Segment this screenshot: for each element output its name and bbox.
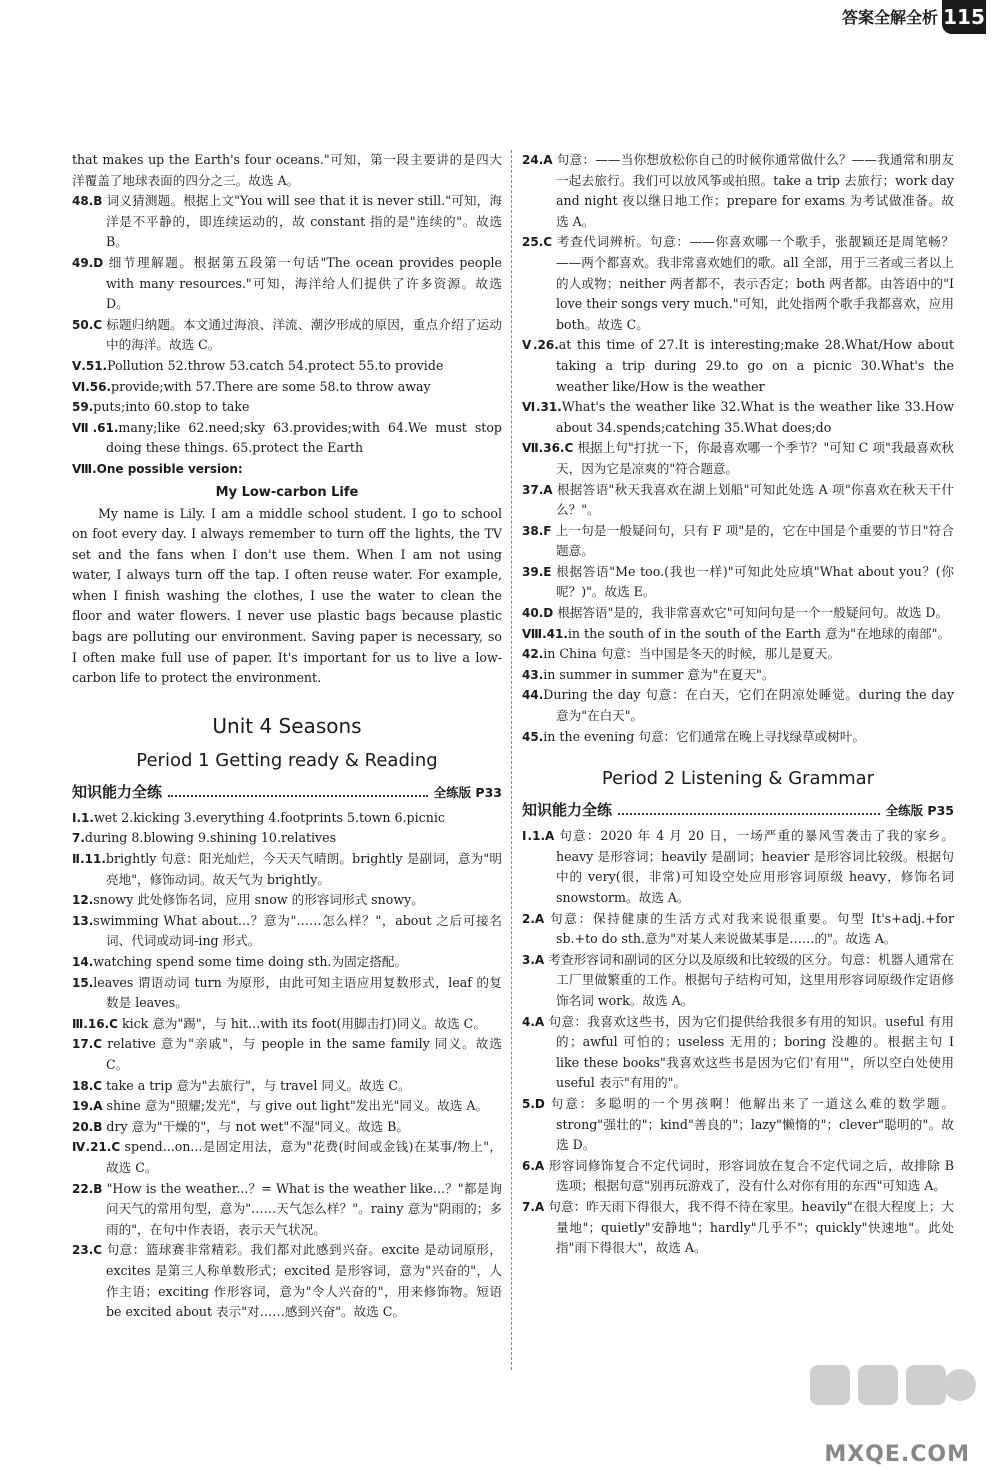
answer-key: 40.D <box>522 606 554 621</box>
answer-text: 考查形容词和副词的区分以及原级和比较级的区分。句意：机器人通常在工厂里做繁重的工作。根据句子结构可知，这里用形容词原级作定语修饰名词 work。故选 A。 <box>544 951 954 1008</box>
answer-key: 18.C <box>72 1078 103 1093</box>
answer-key: Ⅰ.1.A <box>522 829 555 844</box>
answer-text: in the south of in the south of the Earth 意为"在地球的南部"。 <box>567 625 951 641</box>
left-column <box>72 150 502 1323</box>
answer-key: 14. <box>72 955 94 969</box>
left-answers-top <box>72 150 502 480</box>
answer-key: 38.F <box>522 523 552 538</box>
header-title: 答案全解全析 <box>841 8 938 27</box>
answer-key: Ⅷ.41. <box>522 626 568 641</box>
right-answers-bottom <box>522 826 954 1258</box>
answer-text: wet 2.kicking 3.everything 4.footprints 5.town 6.picnic <box>93 809 445 825</box>
answer-text: During the day 句意：在白天，它们在阴凉处睡觉。during the day 意为"在白天"。 <box>543 687 954 724</box>
answer-key: Ⅲ.16.C <box>72 1016 118 1031</box>
answer-key: 7. <box>72 831 85 846</box>
watermark-text: MXQE.COM <box>824 1442 970 1467</box>
answer-key: Ⅰ.1. <box>72 810 94 825</box>
answer-item <box>522 1012 954 1094</box>
answer-key: 39.E <box>522 564 552 579</box>
section-name: 知识能力全练 <box>72 782 163 801</box>
answer-text: 标题归纳题。本文通过海浪、洋流、潮汐形成的原因，重点介绍了运动中的海洋。故选 C。 <box>102 316 502 353</box>
answer-text: that makes up the Earth's four oceans."可知，第一段主要讲的是四大洋覆盖了地球表面的四分之三。故选 A。 <box>72 152 502 188</box>
section-header <box>72 781 502 802</box>
answer-key: Ⅷ.One possible version: <box>72 461 243 476</box>
answer-text: take a trip 意为"去旅行"，与 travel 同义。故选 C。 <box>102 1077 411 1093</box>
page-header <box>0 0 1000 40</box>
answer-key: Ⅶ.36.C <box>522 441 574 456</box>
answer-text: 上一句是一般疑问句，只有 F 项"是的，它在中国是个重要的节日"符合题意。 <box>551 522 954 559</box>
answer-item <box>72 1117 502 1138</box>
answer-key: 24.A <box>522 153 553 167</box>
answer-item <box>522 335 954 397</box>
answer-text: spend...on...是固定用法，意为"花费(时间或金钱)在某事/物上"，故选 C。 <box>106 1139 502 1175</box>
answer-key: Ⅴ.26. <box>522 338 559 353</box>
answer-item <box>522 727 954 748</box>
answer-text: 句意：我喜欢这些书，因为它们提供给我很多有用的知识。useful 有用的；awful 可怕的；useless 无用的；boring 没趣的。根据主句 I like these books"我喜欢这些书是因为它们'有用'"，所以空白处使用 useful 表示"有用的"。 <box>544 1013 954 1091</box>
answer-text: kick 意为"踢"，与 hit...with its foot(用脚击打)同义。故选 C。 <box>117 1015 486 1031</box>
answer-text: in the evening 句意：它们通常在晚上寻找绿草或树叶。 <box>543 728 866 744</box>
answer-key: 49.D <box>72 255 104 270</box>
answer-item <box>72 828 502 849</box>
answer-item <box>72 849 502 890</box>
answer-key: 4.A <box>522 1014 545 1029</box>
right-column <box>522 150 954 1259</box>
answer-item <box>72 397 502 418</box>
answer-item <box>522 665 954 686</box>
answer-key: 6.A <box>522 1158 545 1173</box>
answer-text: 句意：篮球赛非常精彩。我们都对此感到兴奋。excite 是动词原形，excites 是第三人称单数形式；excited 是形容词，意为"兴奋的"，人作主语；exciting 作形容词，意为"令人兴奋的"，用来修饰物。短语 be excited about 表示"对……感到兴奋"。故选 C。 <box>102 1242 502 1320</box>
answer-key: Ⅴ.51. <box>72 358 108 373</box>
answer-item <box>72 911 502 952</box>
answer-key: 42. <box>522 647 544 662</box>
answer-key: 37.A <box>522 482 553 497</box>
answer-item <box>72 150 502 191</box>
answer-key: 3.A <box>522 952 545 967</box>
answer-text: many;like 62.need;sky 63.provides;with 64.We must stop doing these things. 65.protect the Earth <box>106 419 502 456</box>
answer-item <box>522 521 954 562</box>
answer-item <box>72 1076 502 1097</box>
answer-item <box>522 624 954 645</box>
period-title: Period 1 Getting ready & Reading <box>136 749 438 771</box>
answer-item <box>72 459 502 480</box>
answer-text: in summer in summer 意为"在夏天"。 <box>543 666 775 682</box>
answer-key: 23.C <box>72 1243 103 1258</box>
answer-key: Ⅳ.21.C <box>72 1140 121 1155</box>
answer-text: 词义猜测题。根据上文"You will see that it is never still."可知，海洋是不平静的，即连续运动的，故 constant 指的是"连续的"。故选 B。 <box>102 193 502 250</box>
answer-key: Ⅱ.11. <box>72 852 106 867</box>
answer-key: 20.B <box>72 1119 103 1134</box>
answer-key: 19.A <box>72 1099 103 1114</box>
answer-key: 13. <box>72 913 94 928</box>
answer-item <box>522 232 954 335</box>
answer-text: provide;with 57.There are some 58.to throw away <box>111 378 431 394</box>
answer-key: 17.C <box>72 1037 103 1052</box>
answer-key: 5.D <box>522 1096 545 1111</box>
answer-item <box>522 950 954 1012</box>
answer-text: watching spend some time doing sth.为固定搭配。 <box>93 954 408 969</box>
answer-text: at this time of 27.It is interesting;make 28.What/How about taking a trip during 29.to go on a picnic 30.What's the weather like/How is the weather <box>556 337 954 394</box>
period-title: Period 2 Listening & Grammar <box>601 768 875 790</box>
answer-item <box>72 356 502 377</box>
answer-key: 59. <box>72 400 94 415</box>
answer-item <box>72 377 502 398</box>
answer-text: swimming What about...？意为"……怎么样？"，about 之后可接名词、代词或动词-ing 形式。 <box>93 912 502 949</box>
answer-text: 形容词修饰复合不定代词时，形容词放在复合不定代词之后，故排除 B 选项；根据句意"别再玩游戏了，没有什么对你有用的东西"可知选 A。 <box>544 1157 954 1194</box>
answer-text: dry 意为"干燥的"，与 not wet"不湿"同义。故选 B。 <box>102 1118 409 1134</box>
answer-key: Ⅵ.31. <box>522 400 562 415</box>
section-dots <box>618 801 880 815</box>
answer-text: What's the weather like 32.What is the weather like 33.How about 34.spends;catching 35.What does;do <box>556 399 954 435</box>
section-header <box>522 799 954 820</box>
answer-item <box>72 973 502 1014</box>
page-number: 115 <box>942 0 986 34</box>
section-ref: 全练版 P33 <box>433 784 502 800</box>
answer-text: Pollution 52.throw 53.catch 54.protect 55.to provide <box>107 357 444 373</box>
answer-text: leaves 谓语动词 turn 为原形，由此可知主语应用复数形式，leaf 的复数是 leaves。 <box>93 974 502 1011</box>
answer-item <box>522 397 954 438</box>
answer-text: 根据上句"打扰一下，你最喜欢哪一个季节？"可知 C 项"我最喜欢秋天，因为它是凉爽的"符合题意。 <box>556 440 954 476</box>
answer-item <box>522 1156 954 1197</box>
column-divider <box>511 150 512 1370</box>
answer-key: 12. <box>72 893 94 908</box>
answer-item <box>72 1137 502 1178</box>
answer-item <box>72 1179 502 1241</box>
answer-item <box>72 418 502 459</box>
answer-item <box>522 150 954 232</box>
answer-text: 句意：2020 年 4 月 20 日，一场严重的暴风雪袭击了我的家乡。heavy 是形容词；heavily 是副词；heavier 是形容词比较级。根据句中的 very(很，非常)可知设空处应用形容词原级 heavy，修饰名词 snowstorm。故选 A。 <box>554 828 955 905</box>
answer-item <box>72 890 502 911</box>
essay-body: My name is Lily. I am a middle school student. I go to school on foot every day. I always remember to turn off the lights, the TV set and the fans when I don't use them. When I am not using water, I always turn off the tap. I often reuse water. For example, when I finish washing the clothes, I use the water to clean the floor and water flowers. I never use plastic bags because plastic bags are polluting our environment. Saving paper is necessary, so I often make full use of paper. It's important for us to live a low-carbon life to protect the environment. <box>72 505 502 686</box>
answer-item <box>522 644 954 665</box>
answer-text: during 8.blowing 9.shining 10.relatives <box>84 830 337 846</box>
answer-item <box>522 909 954 950</box>
answer-item <box>72 952 502 973</box>
answer-text: 句意：——当你想放松你自己的时候你通常做什么？——我通常和朋友一起去旅行。我们可以放风筝或拍照。take a trip 去旅行；work day and night 夜以继日地工作；prepare for exams 为考试做准备。故选 A。 <box>552 152 954 229</box>
answer-key: Ⅵ.56. <box>72 379 112 394</box>
answer-item <box>72 191 502 253</box>
left-answers-bottom <box>72 808 502 1323</box>
answer-text: snowy 此处修饰名词，应用 snow 的形容词形式 snowy。 <box>93 892 424 908</box>
answer-text: 句意：保持健康的生活方式对我来说很重要。句型 It's+adj.+for sb.+to do sth.意为"对某人来说做某事是……的"。故选 A。 <box>544 910 954 947</box>
section-dots <box>168 783 428 797</box>
answer-text: 句意：昨天雨下得很大，我不得不待在家里。heavily"在很大程度上；大量地"；quietly"安静地"；hardly"几乎不"；quickly"快速地"。此处指"雨下得很大"，故选 A。 <box>544 1198 954 1256</box>
essay-title: My Low-carbon Life <box>215 484 359 500</box>
answer-item <box>72 808 502 829</box>
unit-title: Unit 4 Seasons <box>212 713 362 738</box>
answer-text: 考查代词辨析。句意：——你喜欢哪一个歌手，张靓颖还是周笔畅？——两个都喜欢。我非常喜欢她们的歌。all 全部，用于三者或三者以上的人或物；neither 两者都不，表示否定；both 两者都。由答语中的"I love their songs very much."可知，此处指两个歌手我都喜欢，应用 both。故选 C。 <box>552 234 954 332</box>
answer-text: in China 句意：当中国是冬天的时候，那儿是夏天。 <box>543 646 841 662</box>
answer-item <box>522 1197 954 1259</box>
answer-item <box>522 480 954 521</box>
section-ref: 全练版 P35 <box>885 803 954 819</box>
answer-key: 7.A <box>522 1199 545 1214</box>
answer-text: 根据答语"Me too.(我也一样)"可知此处应填"What about you？(你呢？)"。故选 E。 <box>551 563 954 600</box>
answer-key: 50.C <box>72 317 103 332</box>
answer-text: 细节理解题。根据第五段第一句话"The ocean provides people with many resources."可知，海洋给人们提供了许多资源。故选 D。 <box>103 254 502 312</box>
answer-key: 43. <box>522 667 544 682</box>
right-answers-top <box>522 150 954 747</box>
answer-text: 根据答语"是的，我非常喜欢它"可知问句是一个一般疑问句。故选 D。 <box>553 605 949 621</box>
answer-item <box>72 1014 502 1035</box>
answer-text: 句意：多聪明的一个男孩啊！他解出来了一道这么难的数学题。strong"强壮的"；kind"善良的"；lazy"懒惰的"；clever"聪明的"。故选 D。 <box>544 1095 954 1153</box>
answer-text: shine 意为"照耀;发光"，与 give out light"发出光"同义。故选 A。 <box>102 1098 489 1114</box>
answer-item <box>522 438 954 479</box>
answer-key: 45. <box>522 729 544 744</box>
answer-key: 2.A <box>522 911 545 926</box>
answer-key: 15. <box>72 975 94 990</box>
answer-item <box>72 1034 502 1075</box>
answer-key: 25.C <box>522 235 553 250</box>
answer-item <box>72 253 502 315</box>
answer-text: puts;into 60.stop to take <box>93 399 250 415</box>
answer-text: "How is the weather...？= What is the weather like...？"都是询问天气的常用句型，意为"……天气怎么样？"。rainy 意为"阴雨的；多雨的"，在句中作表语，表示天气状况。 <box>102 1180 502 1237</box>
answer-key: 22.B <box>72 1181 103 1196</box>
answer-text: relative 意为"亲戚"，与 people in the same family 同义。故选 C。 <box>102 1036 502 1072</box>
answer-key: 48.B <box>72 194 103 209</box>
answer-item <box>72 315 502 356</box>
answer-item <box>522 826 954 908</box>
answer-item <box>522 562 954 603</box>
answer-item <box>522 1094 954 1156</box>
answer-key: Ⅶ.61. <box>72 420 119 435</box>
answer-item <box>72 1096 502 1117</box>
section-name: 知识能力全练 <box>522 801 613 820</box>
answer-item <box>72 1240 502 1322</box>
answer-item <box>522 685 954 726</box>
answer-item <box>522 603 954 624</box>
answer-key: 44. <box>522 688 544 703</box>
answer-text: 根据答语"秋天我喜欢在湖上划船"可知此处选 A 项"你喜欢在秋天干什么？"。 <box>552 481 954 518</box>
answer-text: brightly 句意：阳光灿烂，今天天气晴朗。brightly 是副词，意为"明亮地"，修饰动词。故天气为 brightly。 <box>105 851 502 887</box>
